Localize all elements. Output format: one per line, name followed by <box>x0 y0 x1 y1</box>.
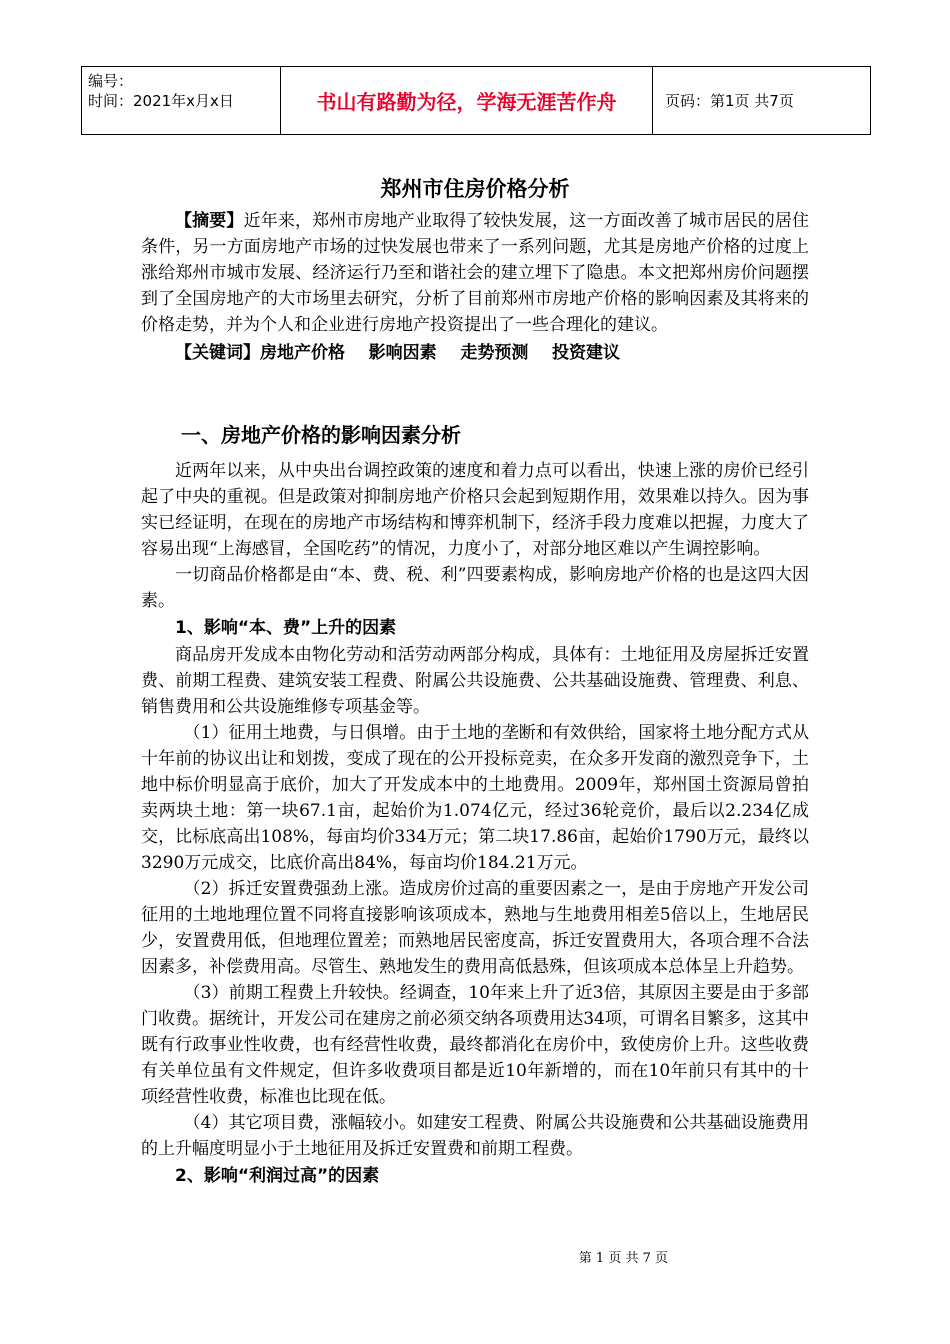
keywords-line: 【关键词】房地产价格 影响因素 走势预测 投资建议 <box>175 343 621 363</box>
section-1-body <box>141 458 809 1190</box>
page-footer <box>0 1247 950 1266</box>
header-motto: 书山有路勤为径，学海无涯苦作舟 <box>281 67 653 134</box>
item-2: （2）拆迁安置费强劲上涨。造成房价过高的重要因素之一，是由于房地产开发公司征用的土地地理位置不同将直接影响该项成本，熟地与生地费用相差5倍以上，生地居民少，安置费用低，但地理位置差；而熟地居民密度高，拆迁安置费用大，各项合理不合法因素多，补偿费用高。尽管生、熟地发生的费用高低悬殊，但该项成本总体呈上升趋势。 <box>141 879 809 977</box>
section-heading: 一、房地产价格的影响因素分析 <box>181 423 461 447</box>
paragraph-1: 近两年以来，从中央出台调控政策的速度和着力点可以看出，快速上涨的房价已经引起了中央的重视。但是政策对抑制房地产价格只会起到短期作用，效果难以持久。因为事实已经证明，在现在的房地产市场结构和博弈机制下，经济手段力度难以把握，力度大了容易出现“上海感冒，全国吃药”的情况，力度小了，对部分地区难以产生调控影响。 <box>141 461 809 559</box>
footer-page-number: 第 1 页 共 7 页 <box>578 1251 668 1266</box>
item-3: （3）前期工程费上升较快。经调查，10年来上升了近3倍，其原因主要是由于多部门收费。据统计，开发公司在建房之前必须交纳各项费用达34项，可谓名目繁多，这其中既有行政事业性收费，也有经营性收费，最终都消化在房价中，致使房价上升。这些收费有关单位虽有文件规定，但许多收费项目都是近10年新增的，而在10年前只有其中的十项经营性收费，标准也比现在低。 <box>141 983 809 1107</box>
section-1 <box>141 420 809 450</box>
paragraph-2: 一切商品价格都是由“本、费、税、利”四要素构成，影响房地产价格的也是这四大因素。 <box>141 565 809 611</box>
header-table <box>81 66 871 135</box>
header-meta-cell <box>82 67 281 134</box>
abstract-label: 【摘要】 <box>175 211 244 231</box>
time-label: 时间：2021年x月x日 <box>88 92 234 110</box>
abstract-text: 近年来，郑州市房地产业取得了较快发展，这一方面改善了城市居民的居住条件，另一方面房地产市场的过快发展也带来了一系列问题，尤其是房地产价格的过度上涨给郑州市城市发展、经济运行乃至和谐社会的建立埋下了隐患。本文把郑州房价问题摆到了全国房地产的大市场里去研究，分析了目前郑州市房地产价格的影响因素及其将来的价格走势，并为个人和企业进行房地产投资提出了一些合理化的建议。 <box>141 211 810 335</box>
document-title: 郑州市住房价格分析 <box>380 177 570 201</box>
subsection-heading-1: 1、影响“本、费”上升的因素 <box>175 618 397 638</box>
subsection-heading-2: 2、影响“利润过高”的因素 <box>175 1166 380 1186</box>
abstract-block <box>141 208 809 366</box>
abstract-paragraph <box>141 208 809 338</box>
item-4: （4）其它项目费，涨幅较小。如建安工程费、附属公共设施费和公共基础设施费用的上升幅度明显小于土地征用及拆迁安置费和前期工程费。 <box>141 1113 809 1159</box>
number-label: 编号： <box>88 72 134 90</box>
item-1: （1）征用土地费，与日俱增。由于土地的垄断和有效供给，国家将土地分配方式从十年前的协议出让和划拨，变成了现在的公开投标竞卖，在众多开发商的激烈竞争下，土地中标价明显高于底价，加大了开发成本中的土地费用。2009年，郑州国土资源局曾拍卖两块土地：第一块67.1亩，起始价为1.074亿元，经过36轮竞价，最后以2.234亿成交，比标底高出108%，每亩均价334万元；第二块17.86亩，起始价1790万元，最终以3290万元成交，比底价高出84%，每亩均价184.21万元。 <box>141 723 809 873</box>
paragraph-3: 商品房开发成本由物化劳动和活劳动两部分构成，具体有：土地征用及房屋拆迁安置费、前期工程费、建筑安装工程费、附属公共设施费、公共基础设施费、管理费、利息、销售费用和公共设施维修专项基金等。 <box>141 645 809 717</box>
header-page-info: 页码：第1页 共7页 <box>665 92 794 110</box>
